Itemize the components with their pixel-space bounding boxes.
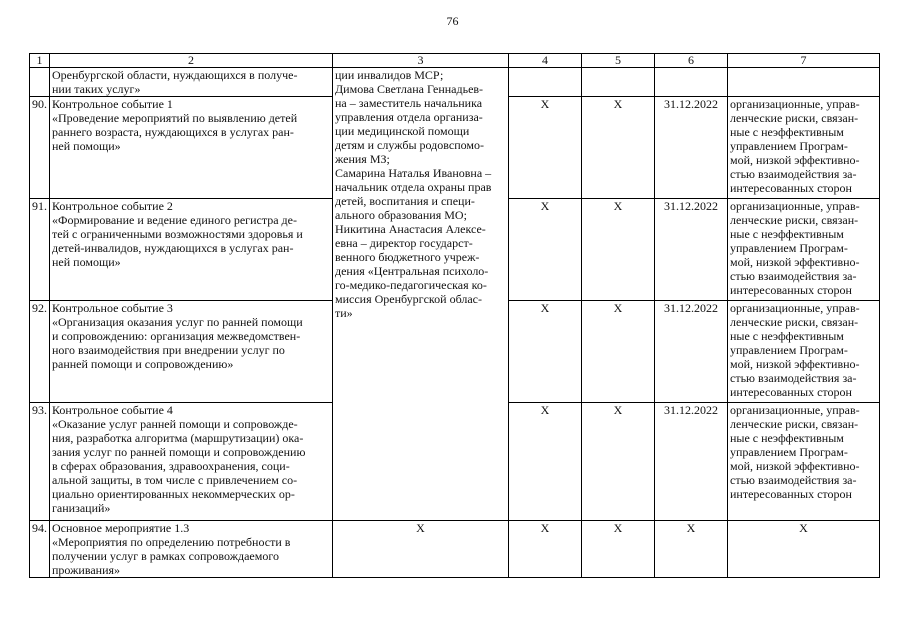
risk-text-line: ные с неэффективным bbox=[730, 329, 844, 343]
event-cell bbox=[50, 521, 333, 578]
mark-cell-col4: X bbox=[509, 403, 582, 521]
event-text-line: нии таких услуг» bbox=[52, 82, 141, 96]
column-header: 6 bbox=[655, 54, 728, 68]
risk-text-line: интересованных сторон bbox=[730, 487, 852, 501]
event-text-line: получении услуг в рамках сопровождаемого bbox=[52, 549, 279, 563]
risk-text-line: организационные, управ- bbox=[730, 199, 860, 213]
risk-text-line: ные с неэффективным bbox=[730, 227, 844, 241]
responsible-text-line: Никитина Анастасия Алексе- bbox=[335, 222, 486, 236]
column-header: 4 bbox=[509, 54, 582, 68]
event-text-line: Основное мероприятие 1.3 bbox=[52, 521, 190, 535]
mark-cell-col5: X bbox=[582, 403, 655, 521]
column-header: 2 bbox=[50, 54, 333, 68]
event-text-line: ганизаций» bbox=[52, 501, 111, 515]
responsible-text-line: детей, воспитания и специ- bbox=[335, 194, 475, 208]
event-text-line: в сферах образования, здравоохранения, соци- bbox=[52, 459, 290, 473]
event-cell bbox=[50, 68, 333, 97]
risk-text-line: ленческие риски, связан- bbox=[730, 111, 859, 125]
cell-col5 bbox=[582, 68, 655, 97]
risk-cell bbox=[728, 403, 880, 521]
event-text-line: «Формирование и ведение единого регистра де- bbox=[52, 213, 297, 227]
responsible-text-line: венного бюджетного учреж- bbox=[335, 250, 480, 264]
risk-text-line: организационные, управ- bbox=[730, 97, 860, 111]
event-text-line: ней помощи» bbox=[52, 255, 121, 269]
cell-col7 bbox=[728, 68, 880, 97]
responsible-text-line: евна – директор государст- bbox=[335, 236, 473, 250]
column-header: 1 bbox=[30, 54, 50, 68]
column-header: 5 bbox=[582, 54, 655, 68]
mark-cell-col6: X bbox=[655, 521, 728, 578]
risk-text-line: стью взаимодействия за- bbox=[730, 371, 857, 385]
responsible-text-line: го-медико-педагогическая ко- bbox=[335, 278, 487, 292]
event-text-line: Оренбургской области, нуждающихся в получе- bbox=[52, 68, 298, 82]
responsible-text-line: жения МЗ; bbox=[335, 152, 390, 166]
risk-text-line: ные с неэффективным bbox=[730, 431, 844, 445]
table-row-continuation bbox=[30, 68, 880, 97]
event-text-line: Контрольное событие 1 bbox=[52, 97, 173, 111]
event-text-line: проживания» bbox=[52, 563, 121, 577]
responsible-text-line: дения «Центральная психоло- bbox=[335, 264, 489, 278]
risk-text-line: ленческие риски, связан- bbox=[730, 315, 859, 329]
event-text-line: Контрольное событие 3 bbox=[52, 301, 173, 315]
risk-text-line: стью взаимодействия за- bbox=[730, 473, 857, 487]
mark-cell-col5: X bbox=[582, 199, 655, 301]
risk-text-line: организационные, управ- bbox=[730, 301, 860, 315]
row-number-cell: 91. bbox=[30, 199, 50, 301]
event-text-line: ней помощи» bbox=[52, 139, 121, 153]
event-cell bbox=[50, 403, 333, 521]
event-text-line: циально ориентированных некоммерческих ор- bbox=[52, 487, 295, 501]
event-text-line: «Мероприятия по определению потребности в bbox=[52, 535, 291, 549]
risk-cell bbox=[728, 199, 880, 301]
risk-text-line: интересованных сторон bbox=[730, 385, 852, 399]
event-text-line: Контрольное событие 4 bbox=[52, 403, 173, 417]
mark-cell-col4: X bbox=[509, 97, 582, 199]
responsible-text-line: Самарина Наталья Ивановна – bbox=[335, 166, 492, 180]
event-text-line: ния, разработка алгоритма (маршрутизации) ока- bbox=[52, 431, 304, 445]
risk-text-line: стью взаимодействия за- bbox=[730, 269, 857, 283]
column-header: 7 bbox=[728, 54, 880, 68]
event-text-line: альной защиты, в том числе с привлечением со- bbox=[52, 473, 298, 487]
column-number-row bbox=[30, 54, 880, 68]
mark-cell-col4: X bbox=[509, 199, 582, 301]
risk-text-line: стью взаимодействия за- bbox=[730, 167, 857, 181]
date-cell: 31.12.2022 bbox=[655, 199, 728, 301]
event-text-line: и сопровождению: организация межведомствен- bbox=[52, 329, 301, 343]
event-text-line: раннего возраста, нуждающихся в услугах ран- bbox=[52, 125, 294, 139]
date-cell: 31.12.2022 bbox=[655, 301, 728, 403]
responsible-text-line: детям и службы родовспомо- bbox=[335, 138, 484, 152]
event-cell bbox=[50, 97, 333, 199]
responsible-text-line: ции инвалидов МСР; bbox=[335, 68, 444, 82]
responsible-text-line: на – заместитель начальника bbox=[335, 96, 483, 110]
responsible-cell bbox=[333, 68, 509, 521]
responsible-text-line: ции медицинской помощи bbox=[335, 124, 470, 138]
risk-text-line: управлением Програм- bbox=[730, 343, 848, 357]
event-text-line: тей с ограниченными возможностями здоровья и bbox=[52, 227, 303, 241]
row-number-cell: 90. bbox=[30, 97, 50, 199]
risk-cell bbox=[728, 301, 880, 403]
responsible-text-line: миссия Оренбургской облас- bbox=[335, 292, 483, 306]
responsible-text-line: управления отдела организа- bbox=[335, 110, 483, 124]
responsible-text-line: ти» bbox=[335, 306, 353, 320]
event-text-line: ранней помощи и сопровождению» bbox=[52, 357, 234, 371]
row-number-cell: 93. bbox=[30, 403, 50, 521]
risk-text-line: ленческие риски, связан- bbox=[730, 213, 859, 227]
risk-text-line: мой, низкой эффективно- bbox=[730, 255, 860, 269]
responsible-text-line: начальник отдела охраны прав bbox=[335, 180, 492, 194]
event-text-line: «Проведение мероприятий по выявлению детей bbox=[52, 111, 298, 125]
responsible-text-line: Димова Светлана Геннадьев- bbox=[335, 82, 484, 96]
responsible-text-line: ального образования МО; bbox=[335, 208, 467, 222]
date-cell: 31.12.2022 bbox=[655, 97, 728, 199]
risk-text-line: управлением Програм- bbox=[730, 241, 848, 255]
row-number-cell bbox=[30, 68, 50, 97]
mark-cell-col5: X bbox=[582, 521, 655, 578]
risk-text-line: мой, низкой эффективно- bbox=[730, 459, 860, 473]
event-text-line: Контрольное событие 2 bbox=[52, 199, 173, 213]
event-text-line: «Оказание услуг ранней помощи и сопровожде- bbox=[52, 417, 298, 431]
event-text-line: зания услуг по ранней помощи и сопровождению bbox=[52, 445, 306, 459]
row-number-cell: 92. bbox=[30, 301, 50, 403]
row-number-cell: 94. bbox=[30, 521, 50, 578]
cell-col6 bbox=[655, 68, 728, 97]
risk-text-line: ленческие риски, связан- bbox=[730, 417, 859, 431]
risk-text-line: ные с неэффективным bbox=[730, 125, 844, 139]
page-number: 76 bbox=[446, 14, 459, 28]
risk-text-line: управлением Програм- bbox=[730, 139, 848, 153]
mark-cell-col4: X bbox=[509, 521, 582, 578]
risk-cell bbox=[728, 97, 880, 199]
cell-col4 bbox=[509, 68, 582, 97]
risk-text-line: интересованных сторон bbox=[730, 181, 852, 195]
plan-table bbox=[29, 53, 880, 578]
date-cell: 31.12.2022 bbox=[655, 403, 728, 521]
event-cell bbox=[50, 301, 333, 403]
mark-cell-col5: X bbox=[582, 97, 655, 199]
event-cell bbox=[50, 199, 333, 301]
mark-cell-col5: X bbox=[582, 301, 655, 403]
column-header: 3 bbox=[333, 54, 509, 68]
risk-text-line: мой, низкой эффективно- bbox=[730, 357, 860, 371]
event-text-line: ного взаимодействия при внедрении услуг по bbox=[52, 343, 285, 357]
risk-text-line: мой, низкой эффективно- bbox=[730, 153, 860, 167]
event-text-line: «Организация оказания услуг по ранней помощи bbox=[52, 315, 303, 329]
mark-cell-col7: X bbox=[728, 521, 880, 578]
mark-cell-col4: X bbox=[509, 301, 582, 403]
event-text-line: детей-инвалидов, нуждающихся в услугах ран- bbox=[52, 241, 294, 255]
risk-text-line: интересованных сторон bbox=[730, 283, 852, 297]
risk-text-line: управлением Програм- bbox=[730, 445, 848, 459]
table-row bbox=[30, 521, 880, 578]
mark-cell-col3: X bbox=[333, 521, 509, 578]
risk-text-line: организационные, управ- bbox=[730, 403, 860, 417]
